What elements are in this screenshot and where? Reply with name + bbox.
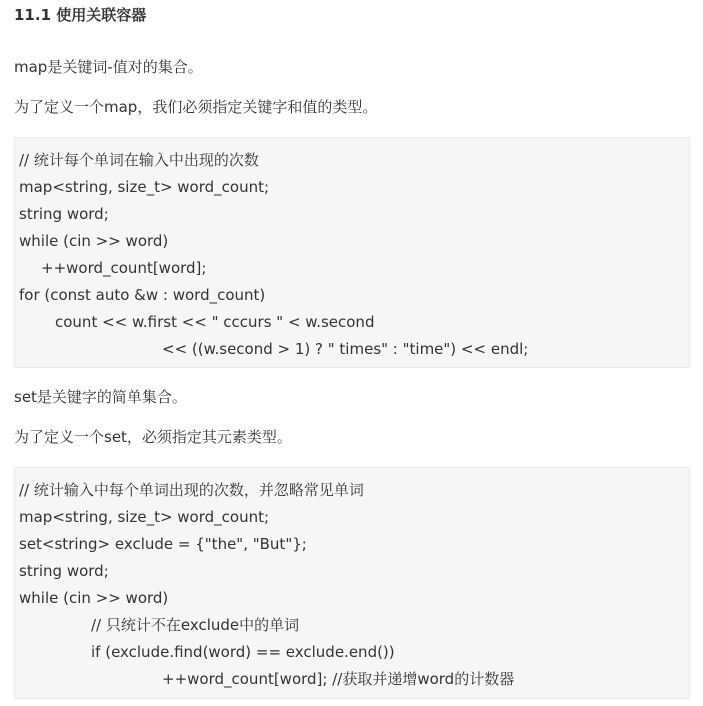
paragraph-set-intro: set是关键字的简单集合。 <box>14 388 187 406</box>
code-line: string word; <box>19 562 109 580</box>
code-line: set<string> exclude = {"the", "But"}; <box>19 535 307 553</box>
code-line: while (cin >> word) <box>19 589 169 607</box>
section-heading: 11.1 使用关联容器 <box>14 6 147 24</box>
code-line: // 统计每个单词在输入中出现的次数 <box>19 151 259 169</box>
paragraph-map-intro: map是关键词-值对的集合。 <box>14 58 203 76</box>
code-line: count << w.first << " cccurs " < w.second <box>55 313 375 331</box>
code-block-map-example <box>14 137 690 368</box>
code-line: ++word_count[word]; //获取并递增word的计数器 <box>162 670 515 688</box>
code-line: while (cin >> word) <box>19 232 169 250</box>
code-line: << ((w.second > 1) ? " times" : "time") << endl; <box>162 340 529 358</box>
code-line: // 统计输入中每个单词出现的次数，并忽略常见单词 <box>19 481 364 499</box>
code-line: map<string, size_t> word_count; <box>19 178 270 196</box>
code-line: if (exclude.find(word) == exclude.end()) <box>91 643 395 661</box>
code-block-set-example <box>14 467 690 699</box>
code-line: string word; <box>19 205 109 223</box>
paragraph-map-define: 为了定义一个map，我们必须指定关键字和值的类型。 <box>14 98 378 116</box>
code-line: map<string, size_t> word_count; <box>19 508 270 526</box>
code-line: for (const auto &w : word_count) <box>19 286 266 304</box>
code-line: ++word_count[word]; <box>41 259 207 277</box>
code-line: // 只统计不在exclude中的单词 <box>91 616 300 634</box>
paragraph-set-define: 为了定义一个set，必须指定其元素类型。 <box>14 428 292 446</box>
